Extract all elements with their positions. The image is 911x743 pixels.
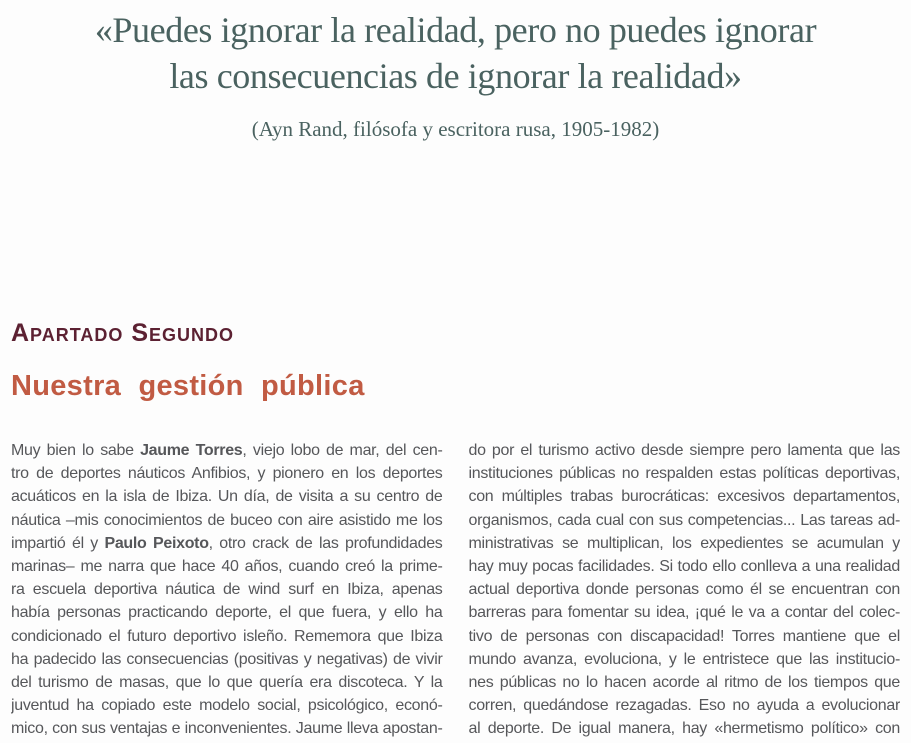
- body-text-line: Muy bien lo sabe Jaume Torres, viejo lobo de mar, del cen-: [11, 442, 443, 459]
- section-kicker: Apartado Segundo: [11, 319, 235, 347]
- body-text-line: impartió él y Paulo Peixoto, otro crack de las profundidades: [11, 534, 443, 552]
- body-text-line: con múltiples trabas burocráticas: excesivos departamentos,: [468, 488, 900, 506]
- body-text-line: náutica –mis conocimientos de buceo con aire asistido me los: [11, 511, 443, 529]
- body-text-line: barreras para fomentar su idea, ¡qué le va a contar del colec-: [468, 604, 900, 622]
- quote-block: [0, 7, 911, 143]
- body-text-line: nes públicas no lo hacen acorde al ritmo de los tiempos que: [468, 673, 900, 691]
- body-text-line: tivo de personas con discapacidad! Torres mantiene que el: [468, 627, 900, 645]
- body-text-line: corren, quedándose rezagadas. Eso no ayuda a evolucionar: [468, 697, 900, 715]
- body-text-line: ministrativas se multiplican, los expedientes se acumulan y: [468, 534, 900, 552]
- quote-attribution: (Ayn Rand, filósofa y escritora rusa, 1905-1982): [251, 117, 660, 141]
- body-text-line: había personas practicando deporte, el que fuera, y ello ha: [11, 604, 443, 622]
- body-text-line: ha padecido las consecuencias (positivas y negativas) de vivir: [11, 650, 443, 668]
- body-text-line: do por el turismo activo desde siempre pero lamenta que las: [468, 442, 900, 459]
- body-text-line: juventud ha copiado este modelo social, psicológico, econó-: [11, 697, 443, 715]
- body-text-line: tro de deportes náuticos Anfibios, y pionero en los deportes: [11, 465, 443, 483]
- body-column-left: [11, 439, 443, 740]
- body-text-line: condicionado el futuro deportivo isleño. Rememora que Ibiza: [11, 627, 443, 645]
- body-text-line: al deporte. De igual manera, hay «hermetismo político» con: [468, 720, 900, 738]
- section-heading: [11, 319, 900, 403]
- body-text-line: instituciones públicas no respalden estas políticas deportivas,: [468, 465, 900, 483]
- body-text-line: mico, con sus ventajas e inconvenientes. Jaume lleva apostan-: [11, 720, 443, 738]
- quote-line-2: las consecuencias de ignorar la realidad»: [169, 56, 742, 96]
- body-text-line: ra escuela deportiva náutica de wind surf en Ibiza, apenas: [11, 581, 443, 599]
- body-text-line: marinas– me narra que hace 40 años, cuando creó la prime-: [11, 557, 443, 575]
- body-column-right: [469, 439, 901, 740]
- body-text-line: acuáticos en la isla de Ibiza. Un día, de visita a su centro de: [11, 488, 443, 506]
- quote-line-1: «Puedes ignorar la realidad, pero no puedes ignorar: [94, 10, 817, 50]
- body-text-line: mundo avanza, evoluciona, y le entristece que las institucio-: [468, 650, 900, 668]
- body-text-line: actual deportiva donde personas como él se encuentran con: [468, 581, 900, 599]
- section-title: Nuestra gestión pública: [11, 369, 365, 402]
- body-text-line: hay muy pocas facilidades. Si todo ello conlleva a una realidad: [468, 557, 900, 575]
- body-columns: [11, 439, 900, 740]
- body-text-line: organismos, cada cual con sus competencias... Las tareas ad-: [468, 511, 900, 529]
- body-text-line: del turismo de masas, que lo que quería era discoteca. Y la: [11, 673, 443, 691]
